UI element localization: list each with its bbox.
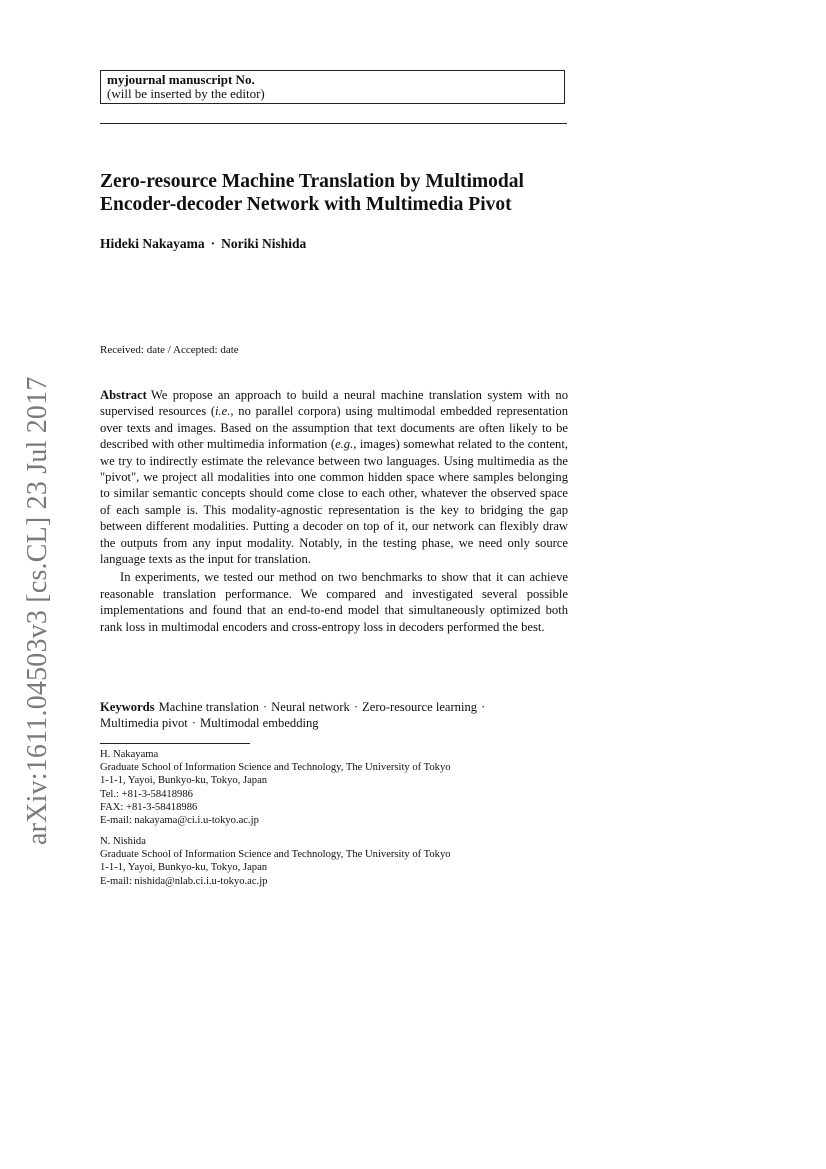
author-list [100, 236, 306, 252]
keyword: Multimedia pivot [100, 716, 188, 731]
editor-note: (will be inserted by the editor) [107, 86, 265, 101]
affiliation-fax: FAX: +81-3-58418986 [100, 801, 198, 813]
keywords-label: Keywords [100, 700, 155, 714]
title-line-2: Encoder-decoder Network with Multimedia Pivot [100, 194, 512, 215]
keyword-separator: · [191, 716, 197, 731]
author-separator: · [210, 236, 216, 251]
header-rule [100, 123, 567, 124]
paper-title [100, 170, 570, 216]
abstract-text: , images) somewhat related to the content, we try to indirectly estimate the relevance between two languages. Using multimedia as the "pivot", we project all modalities into one common hidden space where samples belonging to similar semantic concepts should come close to each other, whatever the observed space of each sample is. This modality-agnostic representation is the key to bridging the gap between different modalities. Putting a decoder on top of it, our network can flexibly draw the outputs from any input modality. Notably, in the testing phase, we need only source language texts as the input for translation. [100, 437, 569, 567]
affiliation-org: Graduate School of Information Science and Technology, The University of Tokyo [100, 762, 451, 774]
footnote-rule [100, 743, 250, 744]
affiliation-name: H. Nakayama [100, 749, 159, 760]
abstract-paragraph [100, 387, 568, 567]
affiliation-address: 1-1-1, Yayoi, Bunkyo-ku, Tokyo, Japan [100, 775, 268, 787]
keyword-separator: · [481, 700, 486, 714]
abstract-label: Abstract [100, 388, 147, 402]
affiliation-tel: Tel.: +81-3-58418986 [100, 788, 193, 800]
keyword: Multimodal embedding [200, 716, 319, 731]
abstract-text: e.g. [335, 437, 354, 452]
affiliation-org: Graduate School of Information Science and Technology, The University of Tokyo [100, 849, 451, 861]
affiliation-email: E-mail: nishida@nlab.ci.i.u-tokyo.ac.jp [100, 875, 268, 887]
abstract-text: , no parallel corpora) using multimodal embedded representation over texts and images. Based on the assumption that text documents are often likely to be described with other multimedia information ( [100, 404, 568, 452]
affiliation-block [100, 835, 570, 888]
editor-box [100, 70, 565, 104]
keyword: Machine translation [158, 700, 259, 714]
affiliation-block [100, 748, 570, 827]
affiliation-name: N. Nishida [100, 836, 146, 847]
abstract-text: i.e. [215, 404, 231, 419]
affiliation-address: 1-1-1, Yayoi, Bunkyo-ku, Tokyo, Japan [100, 862, 268, 874]
manuscript-label: myjournal manuscript No. [107, 72, 255, 87]
keyword-separator: · [262, 700, 268, 714]
abstract-text: We propose an approach to build a neural machine translation system with no supervised resources ( [100, 388, 568, 419]
abstract [100, 387, 568, 635]
author-name: Noriki Nishida [221, 236, 307, 251]
abstract-paragraph: In experiments, we tested our method on two benchmarks to show that it can achieve reasonable translation performance. We compared and investigated several possible implementations and found that an end-to-end model that simultaneously optimized both rank loss in multimodal encoders and cross-entropy loss in decoders performed the best. [100, 570, 568, 634]
arxiv-identifier: arXiv:1611.04503v3 [cs.CL] 23 Jul 2017 [22, 376, 53, 845]
keyword: Neural network [271, 700, 350, 714]
keyword-separator: · [353, 700, 359, 714]
received-date: Received: date / Accepted: date [100, 344, 239, 356]
keywords [100, 699, 568, 732]
keyword: Zero-resource learning [362, 700, 478, 714]
affiliation-email: E-mail: nakayama@ci.i.u-tokyo.ac.jp [100, 815, 259, 827]
title-line-1: Zero-resource Machine Translation by Multimodal [100, 171, 524, 192]
author-name: Hideki Nakayama [100, 236, 205, 251]
